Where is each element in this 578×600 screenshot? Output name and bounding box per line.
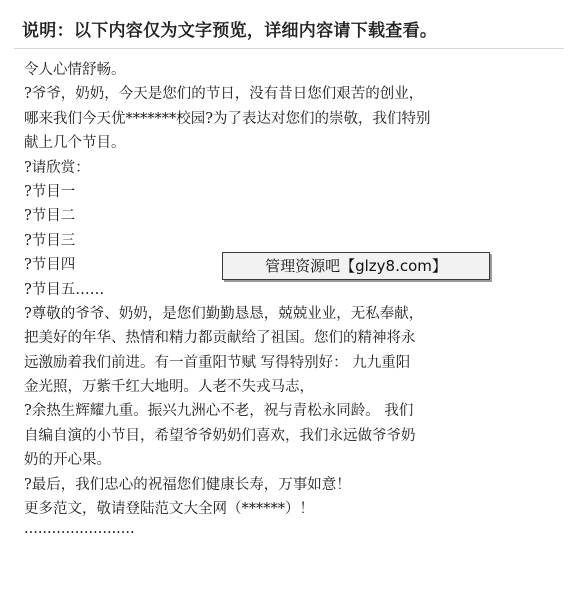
dotted-separator: ························ bbox=[24, 525, 135, 542]
text-line: ?尊敬的爷爷、奶奶，是您们勤勤恳恳，兢兢业业，无私奉献， bbox=[24, 305, 424, 322]
header-divider bbox=[14, 48, 564, 49]
program-item-1: ?节目一 bbox=[24, 183, 76, 200]
text-line: ?爷爷，奶奶，今天是您们的节日，没有昔日您们艰苦的创业， bbox=[24, 86, 424, 103]
program-item-3: ?节目三 bbox=[24, 232, 76, 249]
document-body bbox=[24, 58, 554, 546]
text-line: 哪来我们今天优*******校园?为了表达对您们的崇敬，我们特别 bbox=[24, 110, 431, 127]
text-line: ?最后，我们忠心的祝福您们健康长寿，万事如意！ bbox=[24, 476, 351, 493]
text-line: 远激励着我们前进。有一首重阳节赋 写得特别好： 九九重阳 bbox=[24, 354, 411, 371]
site-watermark: 管理资源吧【glzy8.com】 bbox=[222, 252, 490, 280]
text-line: 金光照，万紫千红大地明。人老不失戎马志， bbox=[24, 379, 314, 396]
text-line: ?余热生辉耀九重。振兴九洲心不老，祝与青松永同龄。 我们 bbox=[24, 403, 414, 420]
program-item-2: ?节目二 bbox=[24, 208, 76, 225]
text-line: 自编自演的小节目，希望爷爷奶奶们喜欢，我们永远做爷爷奶 bbox=[24, 427, 416, 444]
text-line: 令人心情舒畅。 bbox=[24, 62, 126, 78]
text-line: 更多范文，敬请登陆范文大全网（******）！ bbox=[24, 501, 314, 518]
text-line: 奶的开心果。 bbox=[24, 452, 111, 469]
text-line: 献上几个节目。 bbox=[24, 135, 126, 152]
preview-notice: 说明：以下内容仅为文字预览，详细内容请下载查看。 bbox=[22, 21, 438, 41]
text-line: 把美好的年华、热情和精力都贡献给了祖国。您们的精神将永 bbox=[24, 330, 416, 347]
program-item-5: ?节目五…… bbox=[24, 281, 105, 298]
text-line: ?请欣赏： bbox=[24, 159, 90, 176]
program-item-4: ?节目四 bbox=[24, 257, 76, 274]
